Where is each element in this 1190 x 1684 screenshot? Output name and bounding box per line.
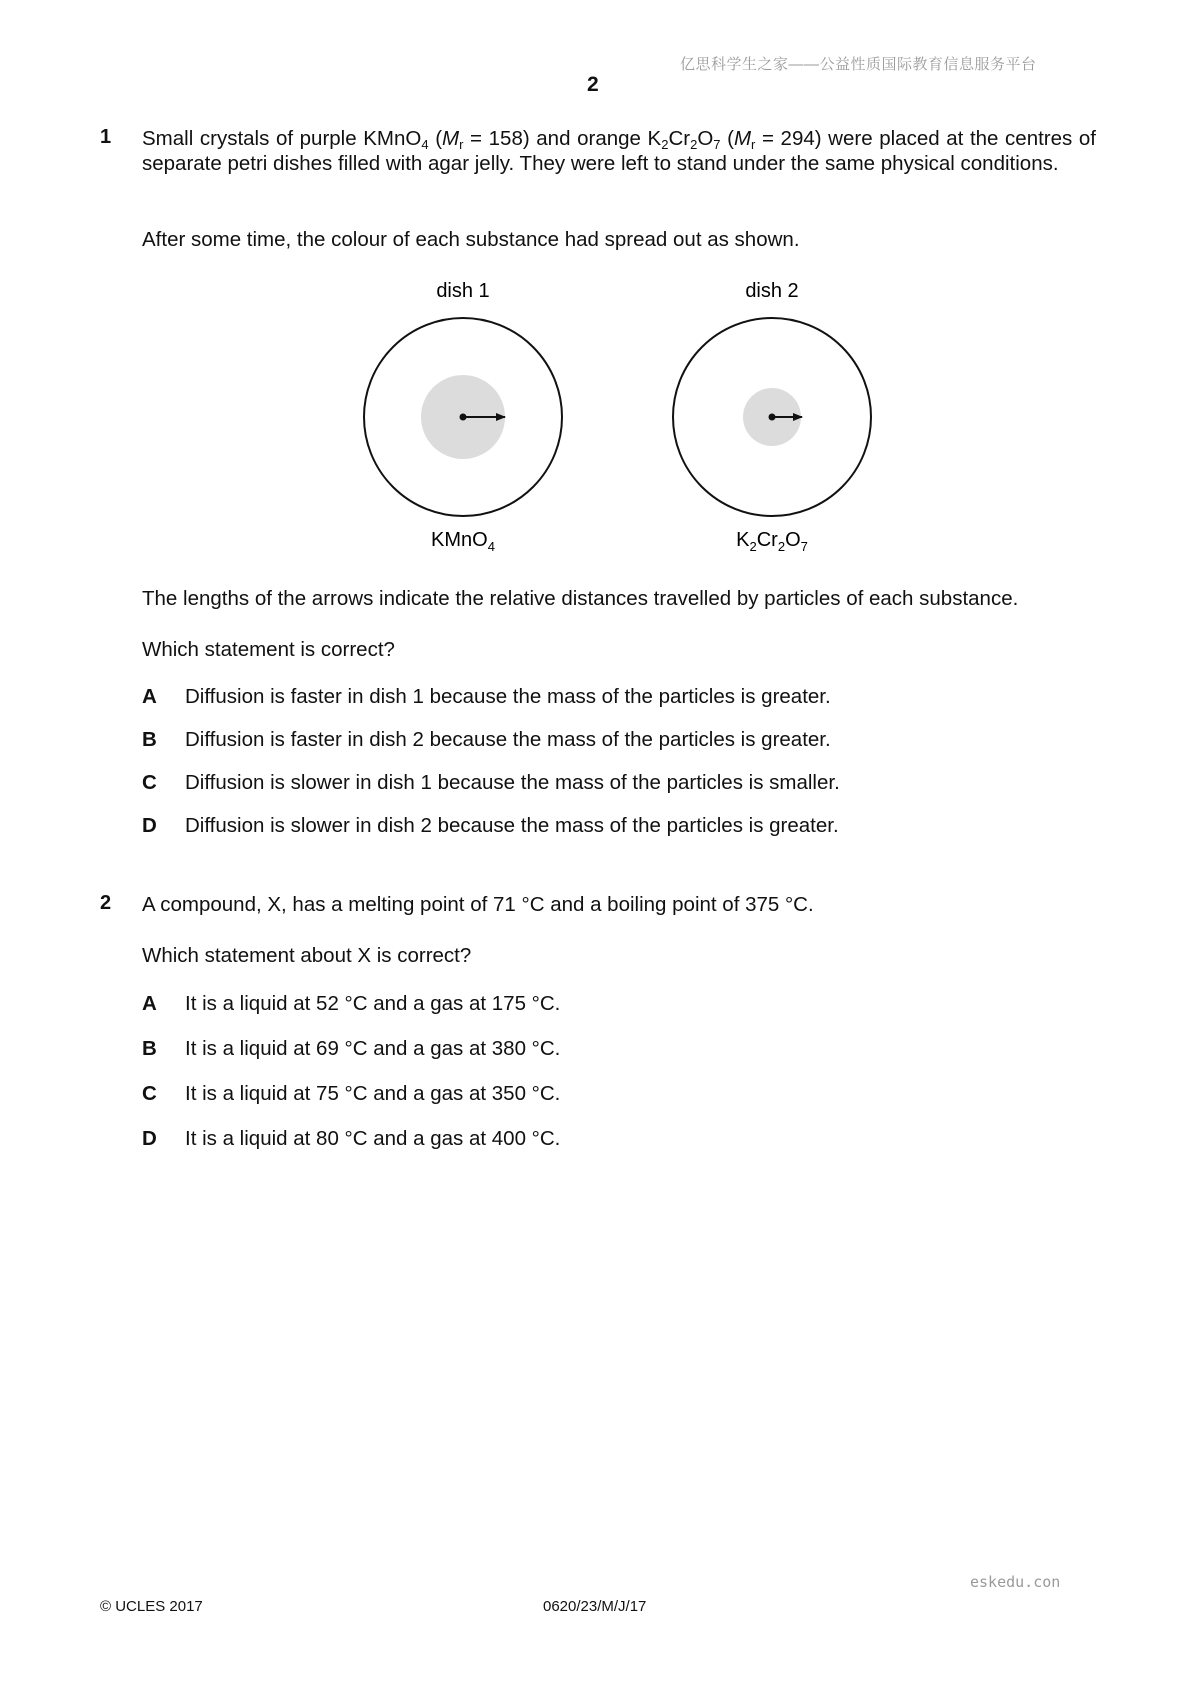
question-1-number: 1 xyxy=(100,126,112,148)
option-letter: B xyxy=(142,728,157,751)
option-letter: C xyxy=(142,1082,157,1105)
option-text: It is a liquid at 80 °C and a gas at 400 °C. xyxy=(185,1127,561,1150)
question-2-prompt: Which statement about X is correct? xyxy=(142,944,472,967)
option-letter: C xyxy=(142,771,157,794)
option-letter: A xyxy=(142,685,157,708)
footer-copyright: © UCLES 2017 xyxy=(100,1598,203,1615)
question-2-intro: A compound, X, has a melting point of 71 °C and a boiling point of 375 °C. xyxy=(142,893,814,916)
option-letter: D xyxy=(142,814,157,837)
footer-watermark: eskedu.con xyxy=(970,1573,1061,1591)
dish-2-formula: $K_2Cr_2O_7$ xyxy=(736,529,808,554)
footer-paper-code: 0620/23/M/J/17 xyxy=(543,1598,647,1615)
option-letter: D xyxy=(142,1127,157,1150)
option-letter: B xyxy=(142,1037,157,1060)
question-1-intro: Small crystals of purple KMnO$_4$ $(M_r = 158)$ and orange $K_2Cr_2O_7$ $(M_r = 294)$ were placed at the centres of separate petri dishes filled with agar jelly. They were left to stand under the same physical conditions. xyxy=(142,127,1096,175)
option-text: Diffusion is slower in dish 1 because the mass of the particles is smaller. xyxy=(185,771,840,794)
option-text: It is a liquid at 52 °C and a gas at 175 °C. xyxy=(185,992,561,1015)
petri-dish-diagram xyxy=(0,0,1190,570)
header-watermark: 亿思科学生之家——公益性质国际教育信息服务平台 xyxy=(680,56,1037,73)
option-letter: A xyxy=(142,992,157,1015)
option-text: It is a liquid at 69 °C and a gas at 380 °C. xyxy=(185,1037,561,1060)
option-text: Diffusion is faster in dish 2 because the mass of the particles is greater. xyxy=(185,728,831,751)
option-text: It is a liquid at 75 °C and a gas at 350 °C. xyxy=(185,1082,561,1105)
option-text: Diffusion is faster in dish 1 because the mass of the particles is greater. xyxy=(185,685,831,708)
dish-1-label: dish 1 xyxy=(436,280,490,302)
dish-1-formula: KMnO$_4$ xyxy=(431,529,495,554)
question-2-number: 2 xyxy=(100,892,112,914)
dish-2-label: dish 2 xyxy=(745,280,799,302)
question-1-note: The lengths of the arrows indicate the relative distances travelled by particles of each substance. xyxy=(142,587,1019,610)
question-1-prompt: Which statement is correct? xyxy=(142,638,395,661)
option-text: Diffusion is slower in dish 2 because the mass of the particles is greater. xyxy=(185,814,839,837)
question-1-after-text: After some time, the colour of each substance had spread out as shown. xyxy=(142,228,800,251)
page-number: 2 xyxy=(587,73,599,96)
